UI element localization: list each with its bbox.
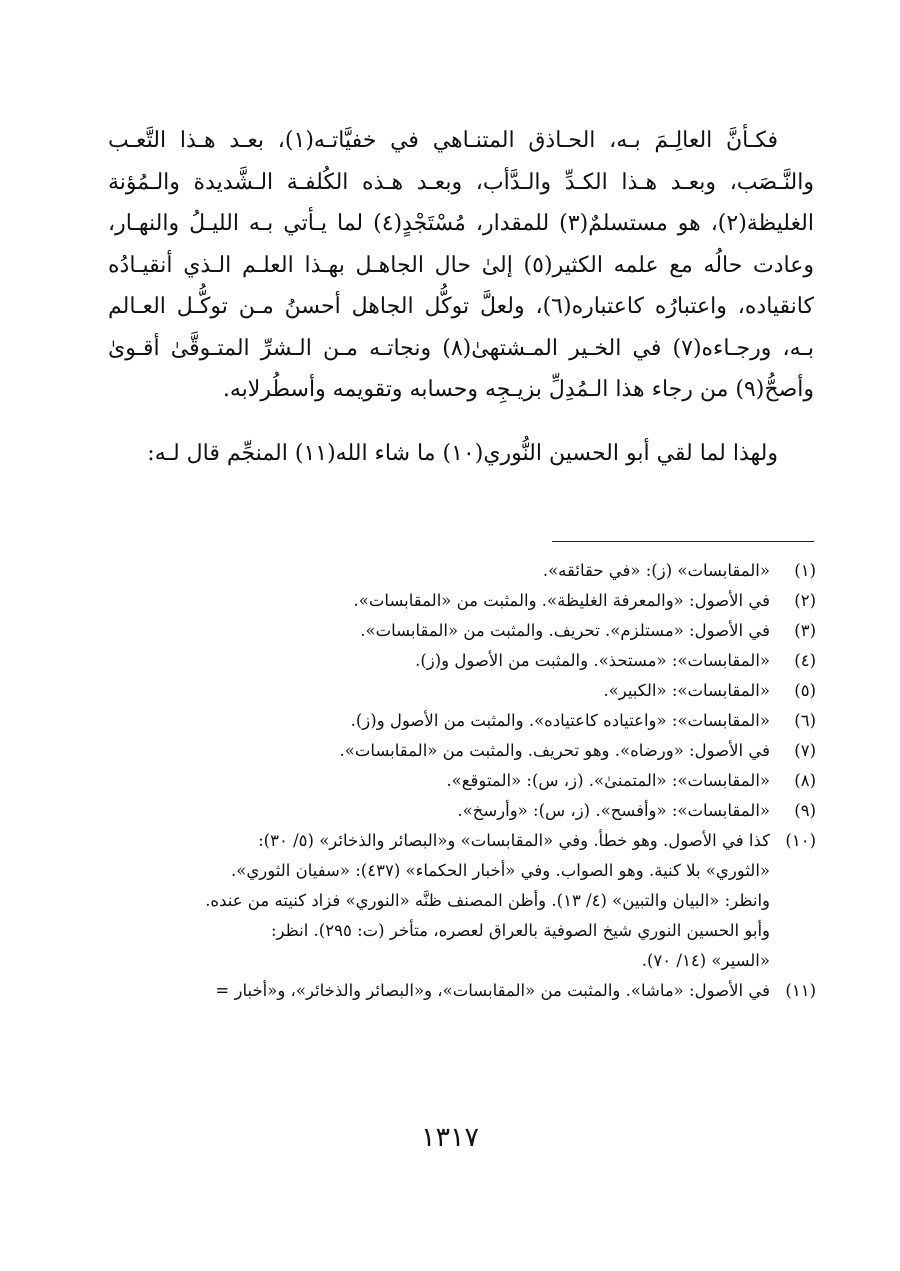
footnote-text: [106, 796, 770, 826]
footnote-number: (٢): [794, 591, 816, 610]
footnote-text: [106, 976, 770, 1006]
footnote-number: (٨): [794, 771, 816, 790]
paragraph-1: فكـأنَّ العالِـمَ بـه، الحـاذق المتنـاهي في خفيَّاتـه(١)، بعـد هـذا التَّعـب والنَّـصَب، وبعـد هـذا الكـدِّ والـدَّأب، وبعـد هـذه الكُلفـة الـشَّديدة والـمُؤنة الغليظة(٢)، هو مستسلمٌ(٣) للمقدار، مُسْتَجْدٍ(٤) لما يـأتي بـه الليـلُ والنهـار، وعادت حالُه مع علمه الكثير(٥) إلىٰ حال الجاهـل بهـذا العلـم الـذي أنقيـادُه كانقياده، واعتبارُه كاعتباره(٦)، ولعلَّ توكُّل الجاهل أحسنُ مـن توكُّـل العـالم بـه، ورجـاءه(٧) في الخـير المـشتهىٰ(٨) ونجاتـه مـن الـشرِّ المتـوقَّىٰ أقـوىٰ وأصحُّ(٩) من رجاء هذا الـمُدِلِّ بزيـجِه وحسابه وتقويمه وأسطُرلابه.: [108, 128, 814, 402]
footnote: [106, 796, 816, 826]
footnote-number: (٧): [794, 741, 816, 760]
footnote-text: [106, 556, 770, 586]
footnote-number: (١١): [785, 981, 816, 1000]
footnote-text: [106, 586, 770, 616]
footnote-number: (١٠): [785, 831, 816, 850]
footnote-text: [106, 676, 770, 706]
footnote-line: وأبو الحسين النوري شيخ الصوفية بالعراق لعصره، متأخر (ت: ٢٩٥). انظر:: [270, 921, 770, 940]
footnote-line: «المقابسات»: «مستحذ». والمثبت من الأصول و(ز).: [415, 651, 770, 670]
paragraph-2: ولهذا لما لقي أبو الحسين النُّوري(١٠) ما شاء الله(١١) المنجِّم قال لـه:: [147, 440, 778, 466]
footnote-line: «المقابسات»: «واعتياده كاعتياده». والمثبت من الأصول و(ز).: [350, 711, 770, 730]
footnote-number: (٥): [794, 681, 816, 700]
footnote-text: [106, 706, 770, 736]
footnote-number: (٩): [794, 801, 816, 820]
footnote: [106, 976, 816, 1006]
footnote-line: «السير» (١٤/ ٧٠).: [641, 951, 770, 970]
footnote: [106, 826, 816, 976]
footnote: [106, 736, 816, 766]
footnote: [106, 586, 816, 616]
footnote-line: «المقابسات»: «وأفسح». (ز، س): «وأرسخ».: [457, 801, 770, 820]
footnote-line: «المقابسات»: «المتمنىٰ». (ز، س): «المتوقع».: [446, 771, 770, 790]
footnote-number: (٤): [794, 651, 816, 670]
footnote-text: [106, 616, 770, 646]
page-number: ١٣١٧: [420, 1122, 479, 1153]
footnotes: [106, 556, 816, 1006]
footnote-text: [106, 766, 770, 796]
footnote-number: (٦): [794, 711, 816, 730]
footnote-line: في الأصول: «ماشا». والمثبت من «المقابسات»، و«البصائر والذخائر»، و«أخبار =: [215, 981, 770, 1000]
footnote-separator: [552, 541, 814, 542]
footnote: [106, 556, 816, 586]
footnote-line: «المقابسات»: «الكبير».: [603, 681, 770, 700]
footnote: [106, 706, 816, 736]
main-text: [108, 120, 814, 474]
footnote-line: «الثوري» بلا كنية. وهو الصواب. وفي «أخبار الحكماء» (٤٣٧): «سفيان الثوري».: [231, 861, 770, 880]
footnote: [106, 646, 816, 676]
footnote-text: [106, 826, 770, 976]
footnote-line: «المقابسات» (ز): «في حقائقه».: [542, 561, 770, 580]
footnote-text: [106, 646, 770, 676]
footnote: [106, 616, 816, 646]
footnote-number: (٣): [794, 621, 816, 640]
footnote-line: في الأصول: «والمعرفة الغليظة». والمثبت من «المقابسات».: [353, 591, 770, 610]
footnote: [106, 676, 816, 706]
footnote-line: في الأصول: «مستلزم». تحريف. والمثبت من «المقابسات».: [360, 621, 770, 640]
footnote-line: في الأصول: «ورضاه». وهو تحريف. والمثبت من «المقابسات».: [339, 741, 770, 760]
footnote-number: (١): [794, 561, 816, 580]
footnote: [106, 766, 816, 796]
footnote-line: وانظر: «البيان والتبين» (٤/ ١٣). وأظن المصنف ظنَّه «النوري» فزاد كنيته من عنده.: [205, 891, 770, 910]
footnote-text: [106, 736, 770, 766]
footnote-line: كذا في الأصول. وهو خطأ. وفي «المقابسات» و«البصائر والذخائر» (٥/ ٣٠):: [258, 831, 770, 850]
